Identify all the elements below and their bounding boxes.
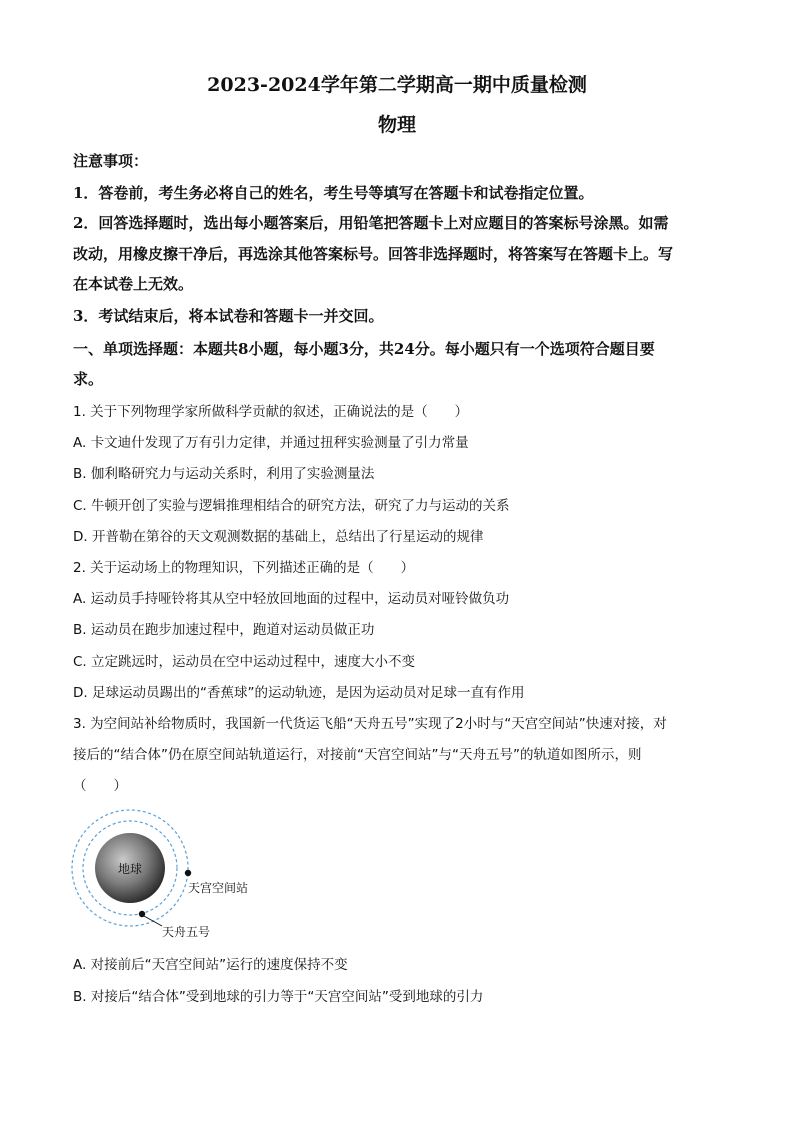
orbit-diagram	[70, 806, 270, 946]
notice-item-3: 3．考试结束后，将本试卷和答题卡一并交回。	[73, 307, 384, 325]
q1-option-b: B. 伽利略研究力与运动关系时，利用了实验测量法	[73, 466, 375, 482]
ship-label: 天舟五号	[162, 925, 211, 939]
notice-item-2-line-2: 改动，用橡皮擦干净后，再选涂其他答案标号。回答非选择题时，将答案写在答题卡上。写	[73, 245, 674, 263]
q1-option-d: D. 开普勒在第谷的天文观测数据的基础上，总结出了行星运动的规律	[73, 529, 484, 545]
q1-option-a: A. 卡文迪什发现了万有引力定律，并通过扭秤实验测量了引力常量	[73, 435, 469, 451]
q3-option-a: A. 对接前后“天宫空间站”运行的速度保持不变	[73, 957, 348, 973]
q2-option-a: A. 运动员手持哑铃将其从空中轻放回地面的过程中，运动员对哑铃做负功	[73, 591, 510, 607]
q2-stem: 2. 关于运动场上的物理知识，下列描述正确的是（ ）	[73, 560, 415, 576]
section-heading-line-2: 求。	[73, 370, 104, 388]
q1-stem: 1. 关于下列物理学家所做科学贡献的叙述，正确说法的是（ ）	[73, 404, 469, 420]
q3-option-b: B. 对接后“结合体”受到地球的引力等于“天宫空间站”受到地球的引力	[73, 989, 484, 1005]
notice-item-1: 1．答卷前，考生务必将自己的姓名，考生号等填写在答题卡和试卷指定位置。	[73, 184, 594, 202]
station-label: 天宫空间站	[188, 881, 249, 895]
earth-label: 地球	[117, 862, 143, 876]
section-heading-line-1: 一、单项选择题：本题共8小题，每小题3分，共24分。每小题只有一个选项符合题目要	[73, 340, 655, 358]
q3-stem-line-1: 3. 为空间站补给物质时，我国新一代货运飞船“天舟五号”实现了2小时与“天宫空间站”快速对接，对	[73, 716, 667, 732]
notice-item-2-line-3: 在本试卷上无效。	[73, 275, 194, 293]
notice-item-2-line-1: 2．回答选择题时，选出每小题答案后，用铅笔把答题卡上对应题目的答案标号涂黑。如需	[73, 214, 669, 232]
q3-stem-line-3: （ ）	[73, 778, 127, 794]
q2-option-c: C. 立定跳远时，运动员在空中运动过程中，速度大小不变	[73, 654, 416, 670]
station-dot	[185, 870, 191, 876]
q2-option-b: B. 运动员在跑步加速过程中，跑道对运动员做正功	[73, 622, 375, 638]
notice-heading: 注意事项：	[73, 152, 149, 170]
q1-option-c: C. 牛顿开创了实验与逻辑推理相结合的研究方法，研究了力与运动的关系	[73, 498, 510, 514]
exam-title: 2023-2024学年第二学期高一期中质量检测	[207, 74, 587, 96]
subject-title: 物理	[377, 114, 416, 136]
q3-stem-line-2: 接后的“结合体”仍在原空间站轨道运行，对接前“天宫空间站”与“天舟五号”的轨道如图所示，则	[73, 747, 642, 763]
ship-pointer	[144, 916, 162, 926]
q2-option-d: D. 足球运动员踢出的“香蕉球”的运动轨迹，是因为运动员对足球一直有作用	[73, 685, 525, 701]
